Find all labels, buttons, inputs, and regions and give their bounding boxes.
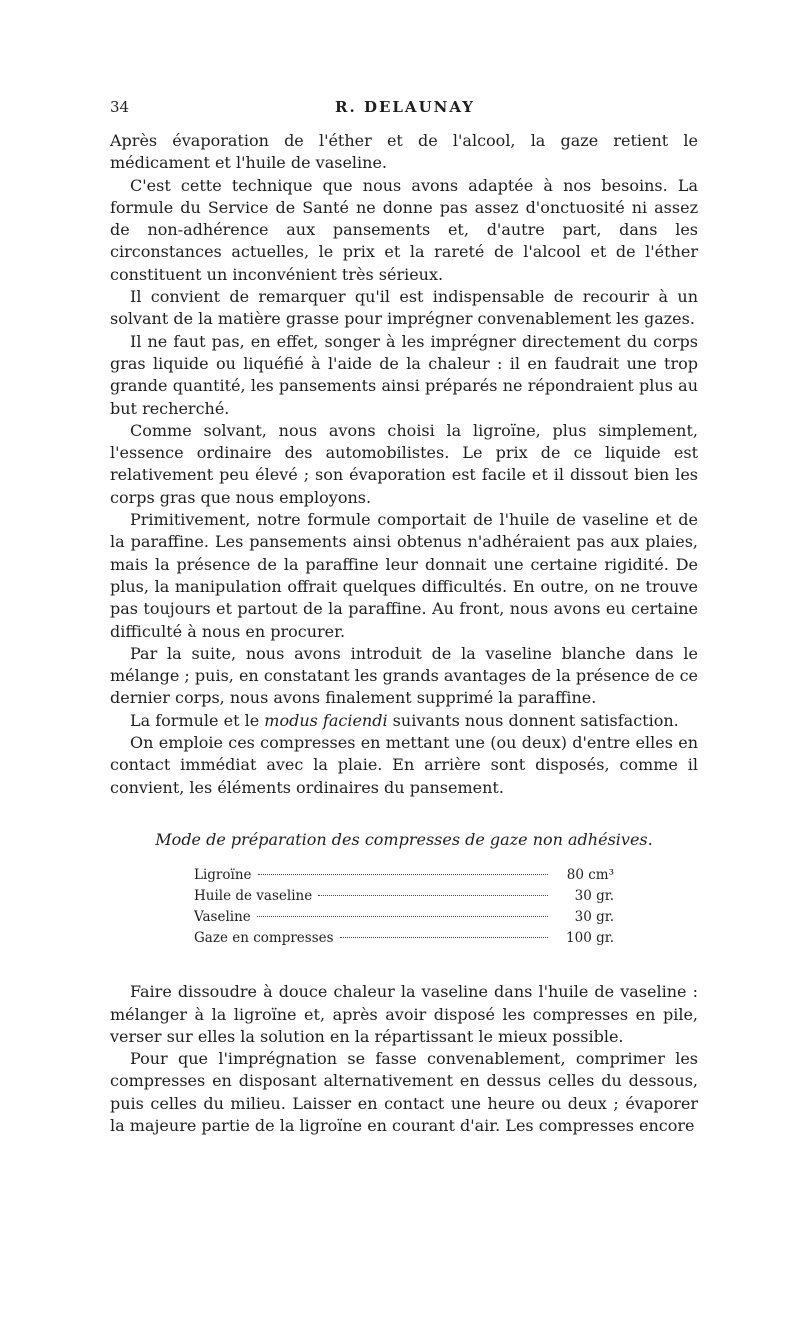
paragraph: Il ne faut pas, en effet, songer à les imprégner directement du corps gras liquide ou liquéfié à l'aide de la chaleur : il en faudrait une trop grande quantité, les pansements ainsi préparés ne répondraient plus au but recherché. <box>110 331 698 418</box>
paragraph: Comme solvant, nous avons choisi la ligroïne, plus simplement, l'essence ordinaire des automobilistes. Le prix de ce liquide est relativement peu élevé ; son évaporation est facile et il dissout bien les corps gras que nous employons. <box>110 420 698 507</box>
recipe-row <box>194 907 614 928</box>
recipe-row <box>194 928 614 949</box>
recipe-ingredient: Vaseline <box>194 909 251 926</box>
paragraph: Faire dissoudre à douce chaleur la vaseline dans l'huile de vaseline : mélanger à la ligroïne et, après avoir disposé les compresses en pile, verser sur elles la solution en la répartissant le mieux possible. <box>110 982 698 1046</box>
recipe-ingredient: Huile de vaseline <box>194 888 313 905</box>
recipe-ingredient: Gaze en compresses <box>194 930 334 947</box>
paragraph: Primitivement, notre formule comportait de l'huile de vaseline et de la paraffine. Les pansements ainsi obtenus n'adhéraient pas aux plaies, mais la présence de la paraffine leur donnait une certaine rigidité. De plus, la manipulation offrait quelques difficultés. En outre, on ne trouve pas toujours et partout de la paraffine. Au front, nous avons eu certaine difficulté à nous en procurer. <box>110 510 698 641</box>
recipe-row <box>194 865 614 886</box>
recipe-quantity: 80 cm³ <box>566 867 614 884</box>
recipe-quantity: 30 gr. <box>574 888 614 905</box>
formula-text-after: suivants nous donnent satisfaction. <box>387 710 679 730</box>
leader-dots <box>257 916 548 917</box>
recipe-quantity: 30 gr. <box>574 909 614 926</box>
body-text <box>110 130 698 1137</box>
paragraph-formula <box>110 710 698 732</box>
formula-italic: modus faciendi <box>264 710 388 730</box>
leader-dots <box>258 874 548 875</box>
running-title: R. DELAUNAY <box>335 98 475 116</box>
paragraph: On emploie ces compresses en mettant une (ou deux) d'entre elles en contact immédiat avec la plaie. En arrière sont disposés, comme il convient, les éléments ordinaires du pansement. <box>110 733 698 797</box>
page-number: 34 <box>110 98 130 116</box>
recipe-table <box>194 865 614 949</box>
paragraph: Pour que l'imprégnation se fasse convenablement, comprimer les compresses en disposant alternativement en dessus celles du dessous, puis celles du milieu. Laisser en contact une heure ou deux ; évaporer la majeure partie de la ligroïne en courant d'air. Les compresses encore <box>110 1049 698 1135</box>
formula-text-before: La formule et le <box>130 710 265 730</box>
leader-dots <box>318 895 548 896</box>
recipe-row <box>194 886 614 907</box>
recipe-ingredient: Ligroïne <box>194 867 252 884</box>
paragraph: C'est cette technique que nous avons adaptée à nos besoins. La formule du Service de Santé ne donne pas assez d'onctuosité ni assez de non-adhérence aux pansements et, d'autre part, dans les circonstances actuelles, le prix et la rareté de l'alcool et de l'éther constituent un inconvénient très sérieux. <box>110 175 698 284</box>
recipe-quantity: 100 gr. <box>566 930 614 947</box>
leader-dots <box>340 937 548 938</box>
paragraph: Après évaporation de l'éther et de l'alcool, la gaze retient le médicament et l'huile de vaseline. <box>110 131 698 173</box>
page-header <box>110 98 700 120</box>
paragraph: Il convient de remarquer qu'il est indispensable de recourir à un solvant de la matière grasse pour imprégner convenablement les gazes. <box>110 287 698 329</box>
paragraph: Par la suite, nous avons introduit de la vaseline blanche dans le mélange ; puis, en constatant les grands avantages de la présence de ce dernier corps, nous avons finalement supprimé la paraffine. <box>110 643 698 708</box>
section-title: Mode de préparation des compresses de gaze non adhésives. <box>155 829 653 849</box>
